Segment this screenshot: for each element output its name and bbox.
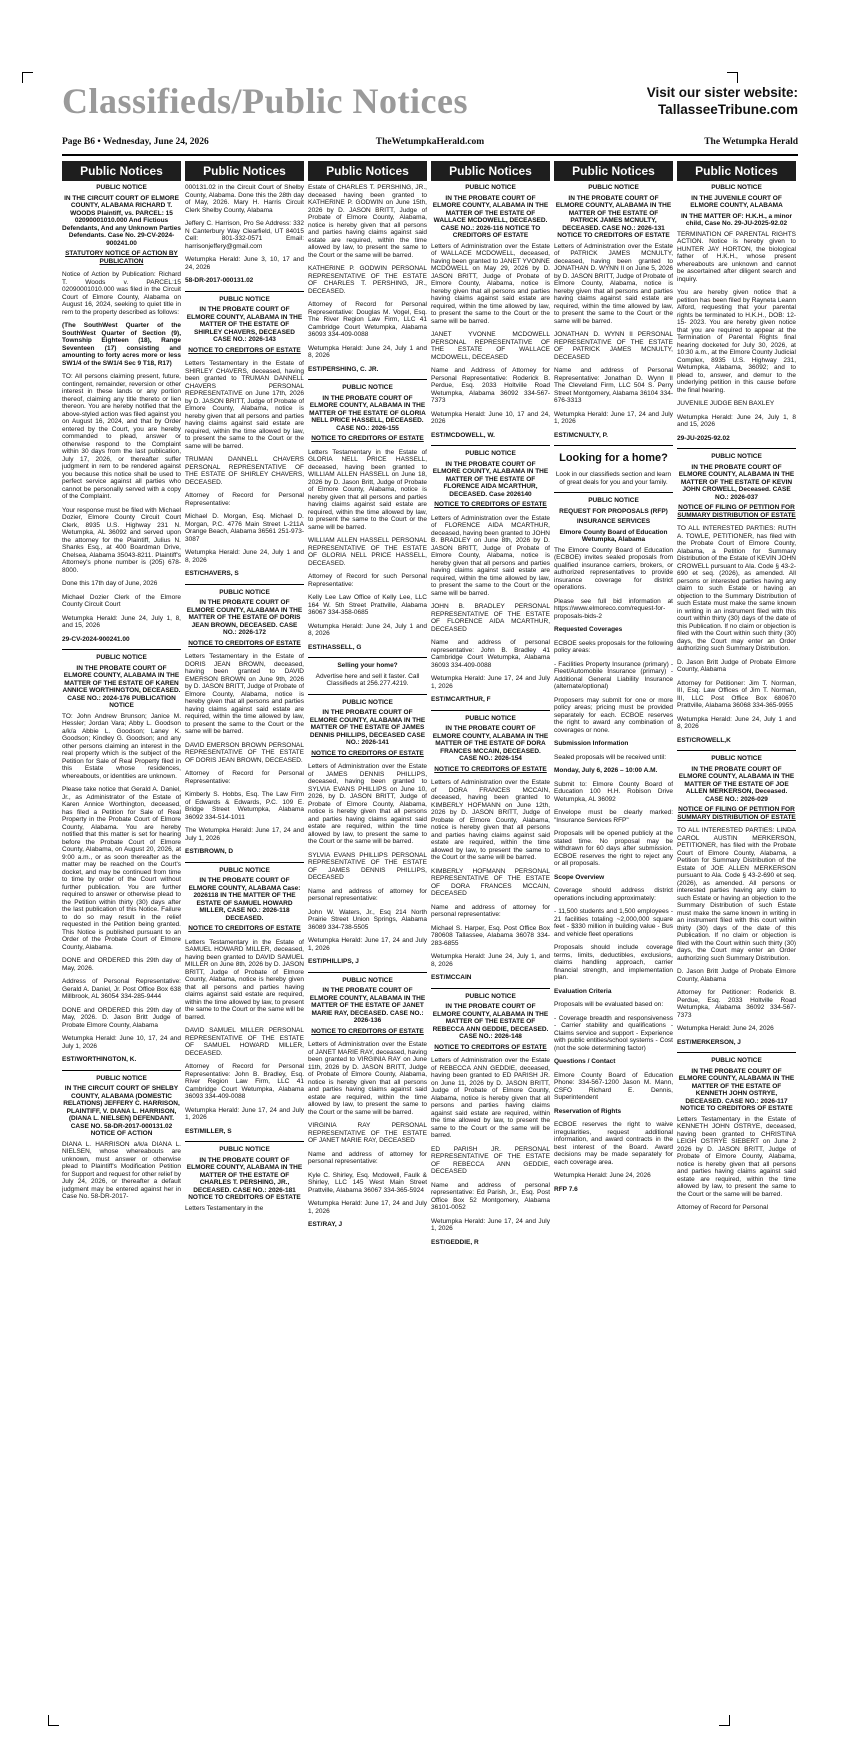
notice-reference: EST/GEDDIE, R [431,1238,479,1246]
notice-paragraph: Envelope must be clearly marked: "Insurance Services RFP" [554,809,673,824]
notice-paragraph: TO: John Andrew Brunson; Janice M. Hessler; Jordan Vara; Abby L. Goodson a/k/a Abbie L. Goodson; Laney K. Goodson; Kindley G. Goodson; and any other persons claiming an interest in the real property which is the subject of the Petition for Sale of Real Property filed in this Estate whose residences, whereabouts, or identities are unknown. [62,712,181,780]
notice-paragraph: Elmore County Board of Education Phone: 334-567-1200 Jason M. Mann, CSFO Richard E. Dennis, Superintendent [554,1071,673,1101]
notice-subheading: NOTICE TO CREDITORS OF ESTATE [188,346,301,354]
notice-paragraph: Wetumpka Herald: June 10, 17 and 24, 2026 [431,410,550,425]
notice-reference: EST/CROWELL,K [677,736,731,744]
notice-heading: IN THE PROBATE COURT OF ELMORE COUNTY, ALABAMA IN THE MATTER OF THE ESTATE OF KEVIN JOHN CROWELL, Deceased. CASE NO.: 2026-037 [678,463,795,501]
notice-heading: IN THE PROBATE COURT OF ELMORE COUNTY, ALABAMA IN THE MATTER OF THE ESTATE OF CHARLES T. PERSHING, JR., DECEASED. CASE NO.: 2026-181 NOTICE TO CREDITORS OF ESTATE [186,1156,303,1201]
notice-paragraph: Wetumpka Herald: June 24, July 1 and 8, 2026 [677,715,796,730]
notice-paragraph: Wetumpka Herald: June 17, 24 and July 1, 2026 [431,675,550,690]
notice-paragraph: Done this 17th day of June, 2026 [62,580,158,587]
notice-paragraph: Letters of Administration over the Estate of JAMES DENNIS PHILLIPS, deceased, having been granted to SYLVIA EVANS PHILLIPS on June 10, 2026, by D. JASON BRITT, Judge of Probate of Elmore County, Alabama, notice is hereby given that all persons and parties having claims against said estate are required, within the time allowed by law, to present the same to the Court or the same will be barred. [308,763,427,845]
notice-divider [431,710,550,711]
notice-divider [185,584,304,585]
crop-mark-top-left [22,72,33,83]
notice-paragraph: Attorney of Record for Personal Representative: [185,770,304,785]
notice-reference: Submission Information [554,740,629,747]
notice-heading: PUBLIC NOTICE [219,295,270,303]
notice-heading: IN THE CIRCUIT COURT OF SHELBY COUNTY, ALABAMA (DOMESTIC RELATIONS) JEFFERY C. HARRISON, PLAINTIFF, V. DIANA L. HARRISON, (DIANA L. NIELSEN) DEFENDANT. CASE NO. 58-DR-2017-000131.02 NOTICE OF ACTION [63,1085,180,1137]
notice-heading: IN THE PROBATE COURT OF ELMORE COUNTY, ALABAMA Case: 2026118 IN THE MATTER OF THE ESTATE OF SAMUEL HOWARD MILLER, CASE NO.: 2026-118 DECEASED. [188,877,301,922]
notice-reference: EST/RAY, J [308,1221,343,1228]
notice-heading: PUBLIC NOTICE [219,1146,270,1153]
notice-paragraph: Kimberly S. Hobbs, Esq. The Law Firm of Edwards & Edwards, P.C. 109 E. Bridge Street Wetumpka, Alabama 36092 334-514-1011 [185,791,304,821]
notice-reference: EST/MERKERSON, J [677,1038,741,1046]
notice-paragraph: The Elmore County Board of Education (ECBOE) invites sealed proposals from qualified insurance carriers, brokers, or authorized representatives to provide insurance coverage for district operations. [554,546,673,591]
column-body [308,184,427,1229]
notice-paragraph: 000131.02 in the Circuit Court of Shelby County, Alabama. Done this the 28th day of May, 2026. Mary H. Harris Circuit Clerk Shelby County, Alabama [185,184,304,214]
notice-divider [308,657,427,658]
notice-paragraph: Proposals will be evaluated based on: [554,1001,664,1008]
notice-divider [308,694,427,695]
notice-subheading: NOTICE TO CREDITORS OF ESTATE [434,501,547,508]
notice-paragraph: The Wetumpka Herald: June 17, 24 and July 1, 2026 [185,827,304,842]
notice-divider [185,1141,304,1142]
notice-heading: IN THE MATTER OF: H.K.H., a minor child, Case No. 29-JU-2025-92.02 [680,212,793,227]
notice-paragraph: DIANA L. HARRISON a/k/a DIANA L. NIELSEN, whose whereabouts are unknown, must answer or otherwise plead to Plaintiff's Modification Petition for Support and request for other relief by July 24, 2026, or thereafter a default judgment may be entered against her in Case No. 58-DR-2017- [62,1140,181,1200]
notice-divider [431,445,550,446]
notice-paragraph: Wetumpka Herald: June 17, 24 and July 1, 2026 [308,1200,427,1215]
notice-reference: Monday, July 6, 2026 – 10:00 A.M. [554,767,658,774]
promo-headline: Looking for a home? [559,452,668,464]
notice-paragraph: Attorney of Record for Personal Representative: [185,492,304,507]
column-body [554,184,673,1193]
notice-paragraph: - Facilities Property Insurance (primary) - Fleet/Automobile Insurance (primary) - Additional General Liability Insurance (alternate/optional) [554,660,673,690]
notice-paragraph: Letters of Administration over the Estate of FLORENCE AIDA MCARTHUR, deceased, having been granted to JOHN B. BRADLEY on June 8th, 2026 by D. JASON BRITT, Judge of Probate of Elmore County, Alabama, notice is hereby given that all persons and parties having claims against said estate are required, within the time allowed by law, to present the same to the Court or the same will be barred. [431,514,550,597]
notice-paragraph: Please take notice that Gerald A. Daniel, Jr., as Administrator of the Estate of Karen Annice Worthington, deceased, has filed a Petition for Sale of Real Property in the Probate Court of Elmore County, Alabama. You are hereby notified that this matter is set for hearing before the Probate Court of Elmore County, Alabama, on August 20, 2026, at 9:00 a.m., or as soon thereafter as the matter may be reached on the Court's docket, and may be continued from time to time by order of the Court without further publication. You are further required to answer or otherwise plead to the Petition within thirty (30) days after the last publication of this Notice. Failure to do so may result in the relief requested in the Petition being granted. This Notice is published pursuant to an Order of the Probate Court of Elmore County, Alabama. [62,786,181,951]
notice-heading: IN THE PROBATE COURT OF ELMORE COUNTY, ALABAMA IN THE MATTER OF THE ESTATE OF REBECCA ANN GEDDIE, DECEASED. CASE NO.: 2026-148 [432,1003,549,1040]
notice-heading: PUBLIC NOTICE [711,453,762,460]
notice-heading: PUBLIC NOTICE [342,976,393,984]
sister-site-label: Visit our sister website: [646,85,798,100]
notice-heading: PUBLIC NOTICE [96,654,147,661]
notice-paragraph: Letters Testamentary in the Estate of SAMUEL HOWARD MILLER, deceased, having been granted to DAVID SAMUEL MILLER on June 8th, 2026 by D. JASON BRITT, Judge of Probate of Elmore County, Alabama, notice is hereby given that all persons and parties having claims against said estate are required, within the time allowed by law, to present the same to the Court or the same will be barred. [185,938,304,1021]
notice-paragraph: TERMINATION OF PARENTAL RIGHTS ACTION. Notice is hereby given to HUNTER JAY HORTON, the biological father of H.K.H., whose present whereabouts are unknown and cannot be ascertained after diligent search and inquiry. [677,230,796,283]
notice-paragraph: Wetumpka Herald: June 10, 17, 24 and July 1, 2026 [62,1035,181,1050]
masthead [62,78,798,136]
notice-paragraph: KIMBERLY HOFMANN PERSONAL REPRESENTATIVE OF THE ESTATE OF DORA FRANCES MCCAIN, DECEASED [431,867,550,897]
notice-reference: EST/MCARTHUR, F [431,696,491,703]
notice-heading: PUBLIC NOTICE [711,755,762,762]
notice-paragraph: ECBOE seeks proposals for the following policy areas: [554,639,673,654]
notice-reference: 29-JU-2025-92.02 [677,434,730,442]
notice-divider [308,972,427,973]
notice-paragraph: Wetumpka Herald: June 3, 10, 17 and 24, 2026 [185,256,304,271]
notice-heading: IN THE PROBATE COURT OF ELMORE COUNTY, ALABAMA IN THE MATTER OF THE ESTATE OF JAMES DENNIS PHILLIPS, DECEASED CASE NO.: 2026-141 [309,709,426,746]
notice-subheading: NOTICE TO CREDITORS OF ESTATE [188,639,301,647]
notice-heading: REQUEST FOR PROPOSALS (RFP) [559,507,668,515]
notice-reference: EST/BROWN, D [185,848,234,855]
notice-paragraph: Attorney of Record for such Personal Representative: [308,573,427,588]
notice-reference: EST/MCDOWELL, W. [431,431,495,439]
folio-bar [62,137,798,156]
notice-paragraph: SYLVIA EVANS PHILLIPS PERSONAL REPRESENTATIVE OF THE ESTATE OF JAMES DENNIS PHILLIPS, DECEASED [308,851,427,881]
site-url: TheWetumpkaHerald.com [375,137,485,147]
notice-reference: Questions / Contact [554,1058,616,1065]
notice-paragraph: Proposals will be opened publicly at the stated time. No proposal may be withdrawn for 60 days after submission. ECBOE reserves the right to reject any or all proposals. [554,830,673,867]
notice-subheading: NOTICE OF FILING OF PETITION FOR SUMMARY DISTRIBUTION OF ESTATE [677,806,796,821]
notice-paragraph: Letters of Administration over the Estate of DORA FRANCES MCCAIN, deceased, having been granted to KIMBERLY HOFMANN on June 12th, 2026 by D. JASON BRITT, Judge of Probate of Elmore County, Alabama, notice is hereby given that all persons and parties having claims against said estate are required, within the time allowed by law, to present the same to the Court or the same will be barred. [431,779,550,861]
notice-heading: Selling your home? [337,662,398,669]
notice-paragraph: Wetumpka Herald: June 24, July 1 and 8, 2026 [308,344,427,359]
notice-heading: IN THE CIRCUIT COURT OF ELMORE COUNTY, ALABAMA RICHARD T. WOODS Plaintiff, vs. PARCEL: 15 02090001010.000 And Fictious Defendants, And any Unknown Parties Defendants. Case No. 29-CV-2024-900241.00 [62,194,181,247]
notice-paragraph: TO: All persons claiming present, future, contingent, remainder, reversion or other interest in these lands or any portion thereof, claiming any title thereto or lien thereon. You are hereby notified that the above-styled action was filed against you on August 16, 2024, and that by Order entered by the Court, you are hereby commanded to plead, answer or otherwise respond to the Complaint within 30 days from the last publication, July 17, 2026, or thereafter suffer judgment in rem to be rendered against you because this notice shall be used to perfect service against all parties who cannot be personally served with a copy of the Complaint. [62,373,181,500]
notice-paragraph: Name and address of attorney for personal representative: [308,887,427,902]
notice-paragraph: VIRGINIA RAY PERSONAL REPRESENTATIVE OF THE ESTATE OF JANET MARIE RAY, DECEASED [308,1122,427,1144]
notice-paragraph: Wetumpka Herald: June 24, July 1 and 8, 2026 [185,549,304,564]
notice-subheading: NOTICE TO CREDITORS OF ESTATE [434,1043,547,1051]
notice-paragraph: ED PARISH JR. PERSONAL REPRESENTATIVE OF THE ESTATE OF REBECCA ANN GEDDIE, DECEASED [431,1145,550,1175]
notice-paragraph: Wetumpka Herald: June 17, 24 and July 1, 2026 [185,1106,304,1121]
notice-paragraph: DAVID EMERSON BROWN PERSONAL REPRESENTATIVE OF THE ESTATE OF DORIS JEAN BROWN, DECEASED. [185,741,304,764]
notice-paragraph: Wetumpka Herald: June 17, 24 and July 1, 2026 [431,1217,550,1232]
crop-mark-bottom-right [719,1715,730,1726]
notice-subheading: NOTICE TO CREDITORS OF ESTATE [434,765,547,773]
notice-paragraph: Michael S. Harper, Esq. Post Office Box 780608 Tallassee, Alabama 36078 334-283-6855 [431,924,550,947]
column-header: Public Notices [62,161,181,181]
notice-paragraph: Name and address of attorney for personal representative: [431,903,550,918]
notice-heading: PUBLIC NOTICE [465,184,516,191]
notice-paragraph: Wetumpka Herald: June 17, 24 and July 1, 2026 [308,937,427,952]
notice-paragraph: DONE and ORDERED this 29th day of May, 2026. [62,957,181,972]
notice-paragraph: Letters of Administration over the Estate of WALLACE MCDOWELL, deceased, having been granted to JANET YVONNE MCDOWELL on May 29, 2026 by D. JASON BRITT, Judge of Probate of Elmore County, Alabama, notice is hereby given that all persons and parties having claims against said estate are required, within the time allowed by law, to present the same to the Court or the same will be barred. [431,242,550,325]
promo-text: Advertise here and sell it faster. Call Classifieds at 256.277.4219. [315,672,420,687]
column-header: Public Notices [554,161,673,181]
notice-reference: EST/HASSELL, G [308,643,362,651]
notice-reference: Evaluation Criteria [554,987,612,995]
notice-heading: IN THE PROBATE COURT OF ELMORE COUNTY, ALABAMA IN THE MATTER OF THE ESTATE OF SHIRLEY CHAVERS, DECEASED CASE NO.: 2026-143 [186,306,303,343]
notice-paragraph: Letters Testamentary in the [185,1204,264,1212]
notice-paragraph: Name and address of attorney for personal representative: [308,1150,427,1165]
notice-paragraph: Jeffery C. Harrison, Pro Se Address: 332 N Canterbury Way Clearfield, UT 84015 Cell: 801-332-0571 Email: harrisonjeffery@gmail.com [185,220,304,250]
notice-reference: 29-CV-2024-900241.00 [62,635,130,643]
notice-paragraph: Letters Testamentary in the Estate of GLORIA NELL PRICE HASSELL, deceased, having been granted to WILLIAM ALLEN HASSELL on June 18, 2026 by D. Jason Britt, Judge of Probate of Elmore County, Alabama, notice is hereby given that all persons and parties having claims against said estate are required, within the time allowed by law, to present the same to the Court or the same will be barred. [308,448,427,531]
notice-heading: IN THE PROBATE COURT OF ELMORE COUNTY, ALABAMA IN THE MATTER OF THE ESTATE OF GLORIA NELL PRICE HASSELL, DECEASED. CASE NO.: 2026-155 [309,394,426,432]
column-header: Public Notices [431,161,550,181]
notice-reference: Requested Coverages [554,626,623,633]
notice-paragraph: Address of Personal Representative: Gerald A. Daniel, Jr. Post Office Box 638 Millbrook, AL 36054 334-285-9444 [62,978,181,1000]
notice-paragraph: KATHERINE P. GODWIN PERSONAL REPRESENTATIVE OF THE ESTATE OF CHARLES T. PERSHING, JR., DECEASED. [308,265,427,295]
notice-heading: IN THE PROBATE COURT OF ELMORE COUNTY, ALABAMA IN THE MATTER OF THE ESTATE OF JANET MARIE RAY, DECEASED. CASE NO.: 2026-136 [309,987,426,1024]
promo-text: Look in our classifieds section and learn of great deals for you and your family. [555,471,672,486]
section-title: Classifieds/Public Notices [62,81,468,121]
notice-heading: PUBLIC NOTICE [96,184,147,191]
notice-reference: EST/PERSHING, C. JR. [308,365,379,373]
notice-reference: EST/CHAVERS, S [185,570,239,577]
notice-paragraph: JONATHAN D. WYNN II PERSONAL REPRESENTATIVE OF THE ESTATE OF PATRICK JAMES MCNULTY, DECEASED [554,331,673,361]
notice-heading: IN THE PROBATE COURT OF ELMORE COUNTY, ALABAMA IN THE MATTER OF THE ESTATE OF DORA FRANCES MCCAIN, DECEASED. CASE NO.: 2026-154 [432,725,549,762]
notice-paragraph: Wetumpka Herald: June 24, July 1, 8, and 15, 2026 [62,614,181,629]
notice-paragraph: Name and address of Personal Representative: Jonathan D. Wynn II The Cleveland Firm, LLC 504 S. Perry Street Montgomery, Alabama 36104 334-676-3313 [554,367,673,404]
notice-reference: Reservation of Rights [554,1107,622,1115]
notice-paragraph: Coverage should address district operations including approximately: [554,887,673,902]
notice-paragraph: Letters of Administration over the Estate of JANET MARIE RAY, deceased, having been granted to VIRGINIA RAY on June 11th, 2026 by D. JASON BRITT, Judge of Probate of Elmore County, Alabama, notice is hereby given that all persons and parties having claims against said estate are required, within the time allowed by law, to present the same to the Court or the same will be barred. [308,1041,427,1116]
notice-paragraph: ECBOE reserves the right to waive irregularities, request additional information, and award contracts in the best interest of the Board. Award decisions may be made separately for each coverage area. [554,1121,673,1166]
notice-heading: PUBLIC NOTICE [342,384,393,391]
notice-reference: EST/MCNULTY, P. [554,431,608,439]
column-5 [554,161,673,1716]
column-header: Public Notices [677,161,796,181]
notice-reference: RFP 7.6 [554,1185,578,1193]
notice-reference: 58-DR-2017-000131.02 [185,277,254,284]
notice-paragraph: DAVID SAMUEL MILLER PERSONAL REPRESENTATIVE OF THE ESTATE OF SAMUEL HOWARD MILLER, DECEASED. [185,1027,304,1057]
notice-paragraph: Wetumpka Herald: June 24, 2026 [554,1172,651,1179]
notice-reference: (The SouthWest Quarter of the SouthWest Quarter of Section (9), Township Eighteen (18), Range Seventeen (17) consisting and amounting to forty acres more or less SW1/4 of the SW1/4 Sec 9 T18, R17) [62,322,181,367]
notice-divider [185,291,304,292]
notice-heading: PUBLIC NOTICE [465,450,516,457]
notice-paragraph: Attorney for Petitioner: Roderick B. Perdue, Esq. 2033 Holtville Road Wetumpka, Alabama 36092 334-567-7373 [677,989,796,1019]
notice-divider [677,448,796,449]
notice-paragraph: Wetumpka Herald: June 24, July 1, 8 and 15, 2026 [677,413,796,428]
notice-paragraph: Letters Testamentary in the Estate of SHIRLEY CHAVERS, deceased, having been granted to TRUMAN DANNELL CHAVERS PERSONAL REPRESENTATIVE on June 17th, 2026 by D. JASON BRITT, Judge of Probate of Elmore County, Alabama, notice is hereby given that all persons and parties having claims against said estate are required, within the time allowed by law, to present the same to the Court or the same will be barred. [185,360,304,450]
notice-paragraph: Please see full bid information at https://www.elmoreco.com/request-for-proposals-bids-2 [554,597,673,620]
crop-mark-bottom-left [48,1715,59,1726]
notice-paragraph: Your response must be filed with Michael Dozier, Elmore County Circuit Court Clerk, 8935 U.S. Highway 231 N. Wetumpka, AL 36092 and served upon the attorney for the Plaintiff, Julius N. Shanks Esq., at 400 Boardman Drive, Chelsea, Alabama 35043-8211. Plaintiff's Attorney's phone number is (205) 678-8000. [62,506,181,574]
column-4 [431,161,550,1716]
notice-paragraph: Sealed proposals will be received until: [554,753,667,761]
notice-divider [62,649,181,650]
notice-paragraph: John W. Waters, Jr., Esq 214 North Prairie Street Union Springs, Alabama 36089 334-738-5505 [308,908,427,931]
notice-heading: INSURANCE SERVICES [576,518,651,525]
notice-subheading: STATUTORY NOTICE OF ACTION BY PUBLICATION [65,250,178,265]
notice-paragraph: Attorney of Record for Personal [677,1204,769,1211]
column-6 [677,161,796,1716]
notice-paragraph: Attorney of Record for Personal Representative: John B. Bradley, Esq. River Region Law Firm, LLC 41 Cambridge Court Wetumpka, Alabama 36093 334-409-0088 [185,1063,304,1100]
notice-heading: IN THE JUVENILE COURT OF ELMORE COUNTY, ALABAMA [690,194,783,209]
notice-paragraph: Letters Testamentary in the Estate of DORIS JEAN BROWN, deceased, having been granted to DAVID EMERSON BROWN on June 9th, 2026 by D. JASON BRITT, Judge of Probate of Elmore County, Alabama, notice is hereby given that all persons and parties having claims against said estate are required, within the time allowed by law, to present the same to the Court or the same will be barred. [185,653,304,735]
notice-reference: EST/MILLER, S [185,1127,232,1135]
notice-paragraph: TO ALL INTERESTED PARTIES: RUTH A. TOWLE, PETITIONER, has filed with the Probate Court of Elmore County, Alabama, a Petition for Summary Distribution of the Estate of KEVIN JOHN CROWELL pursuant to Ala. Code § 43-2-690 et seq. (2026), as amended. All persons or interested parties having any claim to such Estate or having an objection to the Summary Distribution of such Estate must make the same known in writing in an instrument filed with this court within thirty (30) days of the date of this Publication. If no claim or objection is filed with the Court within such thirty (30) days, the Court may enter an Order authorizing such Summary Distribution. [677,525,796,652]
notice-paragraph: You are hereby given notice that a petition has been filed by Rayneta Leann Alford, requesting that your parental rights be terminated to H.K.H., DOB: 12-15- 2023. You are hereby given notice that you are required to appear at the Termination of Parental Rights final hearing docketed for July 30, 2026, at 10:30 a.m., at the Elmore County Judicial Complex, 8935 U.S. Highway 231, Wetumpka, Alabama, 36092; and to plead to, answer, and demur to the underlying petition in this cause before the final hearing. [677,289,796,394]
notice-heading: IN THE PROBATE COURT OF ELMORE COUNTY, ALABAMA IN THE MATTER OF THE ESTATE OF KENNETH JOHN OSTRYE, DECEASED. CASE NO.: 2026-117 NOTICE TO CREDITORS OF ESTATE [678,1067,795,1112]
notice-paragraph: Notice of Action by Publication: Richard T. Woods v. PARCEL:15 02090001010.000 was filed in the Circuit Court of Elmore County, Alabama on August 16, 2024, seeking to quiet title in rem to the property described as follows: [62,271,181,316]
notice-heading: Elmore County Board of Education Wetumpka, Alabama [559,528,668,543]
notice-paragraph: Letters of Administration over the Estate of REBECCA ANN GEDDIE, deceased, having been granted to ED PARISH JR. on June 11, 2026 by D. JASON BRITT, Judge of Probate of Elmore County, Alabama, notice is hereby given that all persons and parties having claims against said estate are required, within the time allowed by law, to present the same to the Court or the same will be barred. [431,1057,550,1139]
notice-paragraph: Wetumpka Herald: June 24, July 1, and 8, 2026 [431,953,550,968]
notice-divider [677,750,796,751]
notice-paragraph: JANET YVONNE MCDOWELL PERSONAL REPRESENTATIVE OF THE ESTATE OF WALLACE MCDOWELL, DECEASED [431,331,550,361]
notice-heading: PUBLIC NOTICE [465,992,516,1000]
notice-paragraph: Proposals should include coverage terms, limits, deductibles, exclusions, claims handling approach, carrier financial strength, and implementation plan. [554,944,673,981]
notice-subheading: NOTICE TO CREDITORS OF ESTATE [311,749,424,757]
notice-paragraph: TO ALL INTERESTED PARTIES: LINDA CAROL AUSTIN MERKERSON, PETITIONER, has filed with the Probate Court of Elmore County, Alabama, a Petition for Summary Distribution of the Estate of JOE ALLEN MERKERSON pursuant to Ala. Code § 43-2-690 et seq. (2026), as amended. All persons or interested parties having any claim to such Estate or having an objection to the Summary Distribution of such Estate must make the same known in writing in an instrument filed with this court within thirty (30) days of the date of this Publication. If no claim or objection is filed with the Court within such thirty (30) days, the Court may enter an Order authorizing such Summary Distribution. [677,827,796,962]
notice-subheading: NOTICE TO CREDITORS OF ESTATE [188,925,301,932]
notice-divider [308,379,427,380]
notice-paragraph: Michael D. Morgan, Esq. Michael D. Morgan, P.C. 4776 Main Street L-211A Orange Beach, Alabama 36561 251-973-3087 [185,513,304,543]
column-1 [62,161,181,1716]
column-header: Public Notices [185,161,304,181]
notice-heading: PUBLIC NOTICE [588,184,639,191]
notice-divider [185,862,304,863]
notice-paragraph: Kyle C. Shirley, Esq. Mcdowell, Faulk & Shirley, LLC 145 West Main Street Prattville, Alabama 36067 334-365-5924 [308,1171,427,1194]
page-date: Page B6 • Wednesday, June 24, 2026 [62,137,209,147]
notice-paragraph: Name and address of personal representative: John B. Bradley 41 Cambridge Court Wetumpka, Alabama 36093 334-409-0088 [431,639,550,669]
notice-heading: PUBLIC NOTICE [711,1057,762,1064]
notice-heading: IN THE PROBATE COURT OF ELMORE COUNTY, ALABAMA IN THE MATTER OF THE ESTATE OF PATRICK JAMES MCNULTY, DECEASED. CASE NO.: 2026-131 NOTICE TO CREDITORS OF ESTATE [555,194,672,239]
notice-paragraph: Wetumpka Herald: June 17, 24 and July 1, 2026 [554,410,673,425]
notice-reference: EST/WORTHINGTON, K. [62,1056,137,1063]
notice-heading: IN THE PROBATE COURT OF ELMORE COUNTY, ALABAMA IN THE MATTER OF THE ESTATE OF WALLACE MCDOWELL, DECEASED. CASE NO.: 2026-116 NOTICE TO CREDITORS OF ESTATE [432,194,549,239]
notice-divider [554,492,673,493]
notice-heading: PUBLIC NOTICE [588,497,639,504]
notice-paragraph: Letters of Administration over the Estate of PATRICK JAMES MCNULTY, deceased, having been granted to JONATHAN D. WYNN II on June 5, 2026 by D. JASON BRITT, Judge of Probate of Elmore County, Alabama, notice is hereby given that all persons and parties having claims against said estate are required, within the time allowed by law, to present the same to the Court or the same will be barred. [554,242,673,325]
column-body [431,184,550,1246]
notice-heading: IN THE PROBATE COURT OF ELMORE COUNTY, ALABAMA IN THE MATTER OF THE ESTATE OF JOE ALLEN MERKERSON, Deceased. CASE NO.: 2026-029 [678,765,795,803]
notice-paragraph: JOHN B. BRADLEY PERSONAL REPRESENTATIVE OF THE ESTATE OF FLORENCE AIDA MCARTHUR, DECEASED [431,603,550,633]
notice-heading: IN THE PROBATE COURT OF ELMORE COUNTY, ALABAMA IN THE MATTER OF THE ESTATE OF FLORENCE AIDA MCARTHUR, DECEASED. Case 2026140 [432,460,549,498]
notice-divider [62,1070,181,1071]
notice-heading: PUBLIC NOTICE [711,184,762,191]
paper-name: The Wetumpka Herald [704,137,798,147]
notice-paragraph: Wetumpka Herald: June 24, July 1 and 8, 2026 [308,622,427,637]
notice-heading: PUBLIC NOTICE [219,588,270,596]
sister-site-url: TallasseeTribune.com [657,102,798,117]
notice-subheading: NOTICE OF FILING OF PETITION FOR SUMMARY DISTRIBUTION OF ESTATE [677,504,796,519]
notice-paragraph: Letters Testamentary in the Estate of KENNETH JOHN OSTRYE, deceased, having been granted to CHRISTINA LEIGH OSTRYE SIEBERT on June 2 2026 by D. JASON BRITT, Judge of Probate of Elmore County, Alabama, notice is hereby given that all persons and parties having claims against said estate are required, within the time allowed by law, to present the same to the Court or the same will be barred. [677,1115,796,1198]
notice-paragraph: D. Jason Britt Judge of Probate Elmore County, Alabama [677,658,796,673]
column-body [677,184,796,1212]
notice-heading: PUBLIC NOTICE [465,714,516,722]
column-header: Public Notices [308,161,427,181]
notice-paragraph: Name and Address of Attorney for Personal Representative: Roderick B. Perdue, Esq. 2033 Holtville Road Wetumpka, Alabama 36092 334-567-7373 [431,367,550,404]
notice-subheading: NOTICE TO CREDITORS OF ESTATE [311,435,424,442]
notice-paragraph: - Coverage breadth and responsiveness - Carrier stability and qualifications - Claims service and support - Experience with public entities/school systems - Cost (not the sole determining factor) [554,1014,673,1052]
column-2 [185,161,304,1716]
notice-heading: IN THE PROBATE COURT OF ELMORE COUNTY, ALABAMA IN THE MATTER OF THE ESTATE OF KAREN ANNICE WORTHINGTON, DECEASED. CASE NO.: 2024-176 PUBLICATION NOTICE [62,664,181,709]
notice-paragraph: Estate of CHARLES T. PERSHING, JR., deceased having been granted to KATHERINE P. GODWIN on June 15th, 2026 by D. JASON BRITT, Judge of Probate of Elmore County, Alabama, notice is hereby given that all persons and parties having claims against said estate are required, within the time allowed by law, to present the same to the Court or the same will be barred. [308,184,427,259]
notice-divider [431,988,550,989]
notice-reference: Scope Overview [554,873,605,881]
notice-paragraph: Proposers may submit for one or more policy areas; pricing must be provided separately for each. ECBOE reserves the right to award any combination of coverages or none. [554,696,673,734]
notice-paragraph: Wetumpka Herald: June 24, 2026 [677,1025,774,1032]
notice-paragraph: Name and address of personal representative: Ed Parish, Jr., Esq. Post Office Box 52 Montgomery, Alabama 36101-0052 [431,1181,550,1211]
column-3 [308,161,427,1716]
notice-divider [554,445,673,446]
notice-paragraph: Submit to: Elmore County Board of Education 100 H.H. Robison Drive Wetumpka, AL 36092 [554,780,673,803]
notice-heading: PUBLIC NOTICE [96,1074,147,1082]
column-body [62,184,181,1201]
notice-heading: PUBLIC NOTICE [342,698,393,706]
notice-paragraph: Attorney for Petitioner: Jim T. Norman, III, Esq. Law Offices of Jim T. Norman, III, LLC Post Office Box 680670 Prattville, Alabama 36068 334-365-9955 [677,679,796,709]
column-body [185,184,304,1212]
notice-subheading: NOTICE TO CREDITORS OF ESTATE [311,1027,424,1035]
notice-paragraph: Michael Dozier Clerk of the Elmore County Circuit Court [62,593,181,608]
notice-paragraph: - 11,500 students and 1,500 employees - 21 facilities totaling ~2,000,000 square feet - $330 million in building value - Bus and vehicle fleet operations [554,908,673,938]
notice-paragraph: Kelly Lee Law Office of Kelly Lee, LLC 164 W. 5th Street Prattville, Alabama 36067 334-358-0685 [308,594,427,616]
notice-reference: EST/PHILLIPS, J [308,958,359,965]
notice-paragraph: WILLIAM ALLEN HASSELL PERSONAL REPRESENTATIVE OF THE ESTATE OF GLORIA NELL PRICE HASSELL, DECEASED. [308,537,427,567]
notice-heading: IN THE PROBATE COURT OF ELMORE COUNTY, ALABAMA IN THE MATTER OF THE ESTATE OF DORIS JEAN BROWN, DECEASED. CASE NO.: 2026-172 [186,599,303,636]
notice-divider [677,1052,796,1053]
notice-paragraph: DONE and ORDERED this 29th day of May, 2026. D. Jason Britt Judge of Probate Elmore County, Alabama [62,1006,181,1029]
sister-site-promo [647,84,798,118]
notice-columns [62,161,796,1716]
notice-paragraph: JUVENILE JUDGE BEN BAXLEY [677,400,775,407]
notice-paragraph: Attorney of Record for Personal Representative: Douglas M. Vogel, Esq. The River Region Law Firm, LLC 41 Cambridge Court Wetumpka, Alabama 36093 334-409-0088 [308,301,427,338]
notice-paragraph: TRUMAN DANNELL CHAVERS PERSONAL REPRESENTATIVE OF THE ESTATE OF SHIRLEY CHAVERS, DECEASED. [185,456,304,486]
notice-heading: PUBLIC NOTICE [219,866,270,874]
notice-reference: EST/MCCAIN [431,974,472,981]
notice-paragraph: D. Jason Britt Judge of Probate Elmore County, Alabama [677,968,796,983]
